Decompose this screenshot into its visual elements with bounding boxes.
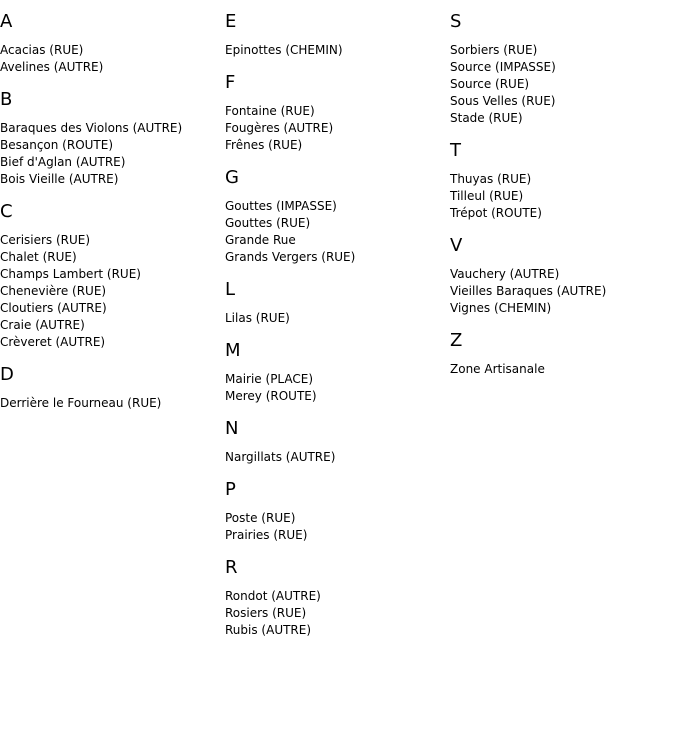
street-list [225, 510, 450, 544]
street-link[interactable]: Tilleul (RUE) [450, 189, 524, 203]
street-list [225, 198, 450, 266]
letter-heading: A [0, 11, 13, 32]
street-list [225, 103, 450, 154]
street-link[interactable]: Thuyas (RUE) [450, 172, 532, 186]
letter-group [225, 10, 450, 59]
street-link[interactable]: Prairies (RUE) [225, 528, 308, 542]
letter-heading: V [450, 235, 463, 256]
street-link[interactable]: Acacias (RUE) [0, 43, 84, 57]
street-list [225, 588, 450, 639]
street-link[interactable]: Source (IMPASSE) [450, 60, 556, 74]
street-link[interactable]: Rubis (AUTRE) [225, 623, 312, 637]
street-list [225, 449, 450, 466]
street-list [225, 371, 450, 405]
street-link[interactable]: Sorbiers (RUE) [450, 43, 538, 57]
letter-group [0, 88, 225, 188]
letter-group [450, 329, 675, 378]
letter-group [225, 166, 450, 266]
letter-heading: R [225, 557, 238, 578]
street-link[interactable]: Merey (ROUTE) [225, 389, 317, 403]
street-link[interactable]: Grands Vergers (RUE) [225, 250, 356, 264]
letter-group [225, 417, 450, 466]
street-link[interactable]: Nargillats (AUTRE) [225, 450, 336, 464]
street-link[interactable]: Chalet (RUE) [0, 250, 77, 264]
street-link[interactable]: Champs Lambert (RUE) [0, 267, 141, 281]
street-link[interactable]: Source (RUE) [450, 77, 530, 91]
street-link[interactable]: Cerisiers (RUE) [0, 233, 91, 247]
street-link[interactable]: Vignes (CHEMIN) [450, 301, 552, 315]
street-link[interactable]: Lilas (RUE) [225, 311, 290, 325]
letter-heading: E [225, 11, 237, 32]
street-link[interactable]: Crèveret (AUTRE) [0, 335, 106, 349]
street-link[interactable]: Epinottes (CHEMIN) [225, 43, 343, 57]
letter-heading: M [225, 340, 241, 361]
street-list [0, 232, 225, 351]
street-link[interactable]: Bois Vieille (AUTRE) [0, 172, 119, 186]
street-link[interactable]: Chenevière (RUE) [0, 284, 107, 298]
street-link[interactable]: Cloutiers (AUTRE) [0, 301, 107, 315]
letter-group [0, 200, 225, 351]
street-link[interactable]: Avelines (AUTRE) [0, 60, 104, 74]
street-link[interactable]: Rondot (AUTRE) [225, 589, 321, 603]
street-link[interactable]: Vauchery (AUTRE) [450, 267, 560, 281]
letter-group [225, 339, 450, 405]
street-link[interactable]: Fontaine (RUE) [225, 104, 315, 118]
letter-group [0, 10, 225, 76]
letter-heading: P [225, 479, 236, 500]
street-link[interactable]: Zone Artisanale [450, 362, 545, 376]
letter-group [0, 363, 225, 412]
letter-heading: C [0, 201, 13, 222]
street-link[interactable]: Vieilles Baraques (AUTRE) [450, 284, 607, 298]
street-link[interactable]: Bief d'Aglan (AUTRE) [0, 155, 126, 169]
letter-heading: S [450, 11, 462, 32]
letter-heading: F [225, 72, 236, 93]
letter-group [225, 478, 450, 544]
letter-group [225, 278, 450, 327]
street-list [0, 120, 225, 188]
street-list [450, 361, 675, 378]
letter-heading: B [0, 89, 13, 110]
letter-group [450, 234, 675, 317]
street-link[interactable]: Sous Velles (RUE) [450, 94, 556, 108]
letter-group [450, 10, 675, 127]
street-list [450, 42, 675, 127]
letter-heading: G [225, 167, 239, 188]
street-link[interactable]: Fougères (AUTRE) [225, 121, 334, 135]
letter-heading: L [225, 279, 236, 300]
street-list [225, 310, 450, 327]
street-list [0, 42, 225, 76]
index-column-1 [0, 10, 225, 424]
letter-group [225, 556, 450, 639]
street-link[interactable]: Frênes (RUE) [225, 138, 303, 152]
street-link[interactable]: Poste (RUE) [225, 511, 296, 525]
index-column-3 [450, 10, 675, 390]
street-link[interactable]: Grande Rue [225, 233, 296, 247]
letter-heading: N [225, 418, 239, 439]
street-link[interactable]: Mairie (PLACE) [225, 372, 314, 386]
street-link[interactable]: Trépot (ROUTE) [450, 206, 542, 220]
index-column-2 [225, 10, 450, 651]
street-link[interactable]: Gouttes (IMPASSE) [225, 199, 337, 213]
street-list [225, 42, 450, 59]
street-link[interactable]: Derrière le Fourneau (RUE) [0, 396, 162, 410]
street-link[interactable]: Baraques des Violons (AUTRE) [0, 121, 183, 135]
letter-group [450, 139, 675, 222]
street-list [0, 395, 225, 412]
street-list [450, 266, 675, 317]
letter-heading: Z [450, 330, 463, 351]
street-link[interactable]: Besançon (ROUTE) [0, 138, 114, 152]
letter-heading: D [0, 364, 14, 385]
street-link[interactable]: Gouttes (RUE) [225, 216, 311, 230]
letter-group [225, 71, 450, 154]
letter-heading: T [450, 140, 461, 161]
street-link[interactable]: Stade (RUE) [450, 111, 523, 125]
street-link[interactable]: Rosiers (RUE) [225, 606, 307, 620]
street-link[interactable]: Craie (AUTRE) [0, 318, 85, 332]
street-list [450, 171, 675, 222]
